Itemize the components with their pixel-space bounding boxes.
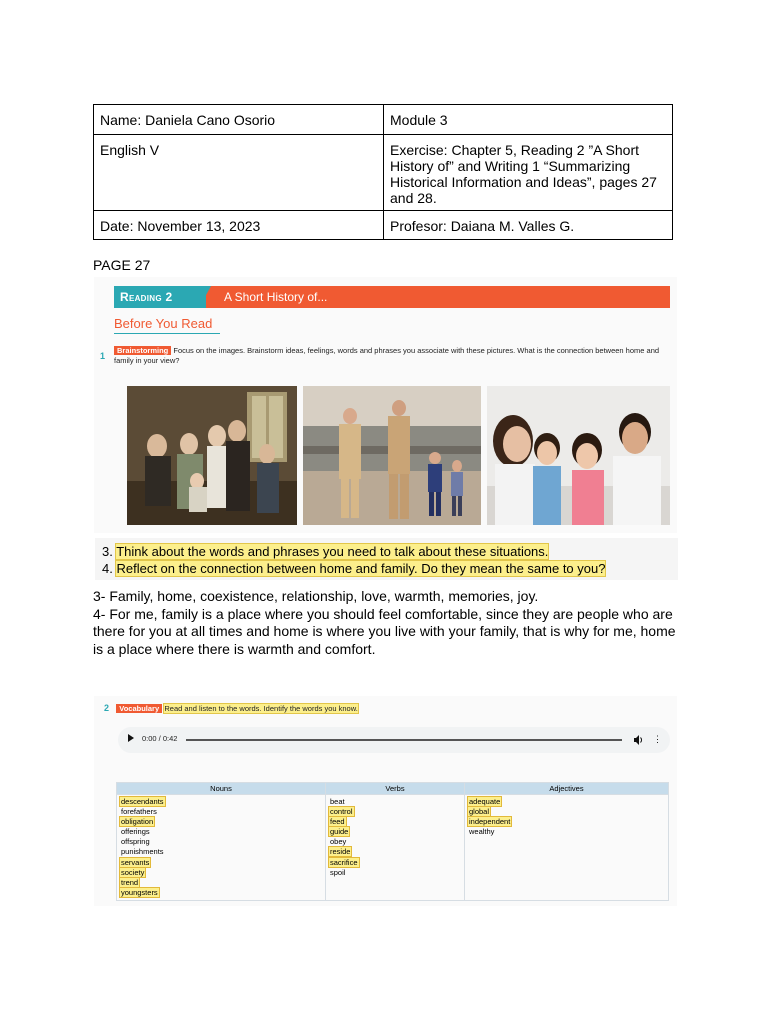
vocab-word <box>120 868 322 878</box>
student-name: Name: Daniela Cano Osorio <box>94 105 384 135</box>
adjectives-header: Adjectives <box>465 783 669 795</box>
info-table <box>93 104 673 240</box>
vocab-word <box>120 807 322 817</box>
vocab-word <box>329 837 461 847</box>
professor-label: Profesor: Daiana M. Valles G. <box>384 211 673 240</box>
heading-underline <box>114 333 220 334</box>
vocab-word-text: descendants <box>121 797 164 806</box>
question-3-text: Think about the words and phrases you need to talk about these situations. <box>116 544 549 559</box>
audio-player[interactable] <box>118 727 670 753</box>
answers <box>93 588 683 658</box>
victorian-family-painting <box>127 386 297 525</box>
reading-title: A Short History of... <box>224 290 328 304</box>
vocab-word <box>329 868 461 878</box>
question-4-text: Reflect on the connection between home and family. Do they mean the same to you? <box>116 561 606 576</box>
vocab-word-text: adequate <box>469 797 501 806</box>
page-label: PAGE 27 <box>93 257 151 273</box>
vocab-word <box>468 797 665 807</box>
vocab-word-text: feed <box>330 817 345 827</box>
audio-time: 0:00 / 0:42 <box>142 734 178 743</box>
vocab-word-text: spoil <box>330 867 346 877</box>
vocab-word <box>120 878 322 888</box>
verbs-column <box>326 795 465 901</box>
audio-progress-bar[interactable] <box>186 739 622 741</box>
vintage-family-photo <box>303 386 481 525</box>
vocab-word-text: offspring <box>121 837 150 847</box>
more-options-icon[interactable]: ⋮ <box>653 734 662 744</box>
module-label: Module 3 <box>384 105 673 135</box>
vocabulary-tag: Vocabulary <box>116 704 162 713</box>
item1-text: Focus on the images. Brainstorm ideas, feelings, words and phrases you associate with these pictures. What is the connection between home and family in your view? <box>114 346 660 365</box>
vocab-word-text: control <box>330 807 353 817</box>
vocab-word-text: sacrifice <box>330 857 358 867</box>
volume-icon[interactable] <box>634 733 644 745</box>
question-3-number: 3. <box>102 544 113 559</box>
vocab-word-text: reside <box>330 847 351 857</box>
vocab-word <box>120 847 322 857</box>
reading-tab: Reading 2 <box>114 286 206 308</box>
item2-line <box>104 703 358 713</box>
vocabulary-instruction: Read and listen to the words. Identify the words you know. <box>164 704 358 713</box>
vocab-word <box>468 817 665 827</box>
vocab-word-text: trend <box>121 877 139 887</box>
item1-instruction <box>114 346 670 366</box>
vocab-word <box>329 817 461 827</box>
exercise-description: Exercise: Chapter 5, Reading 2 ”A Short History of” and Writing 1 “Summarizing Historical Information and Ideas”, pages 27 and 28. <box>384 135 673 211</box>
vocab-word <box>329 858 461 868</box>
answer-3: 3- Family, home, coexistence, relationship, love, warmth, memories, joy. <box>93 588 539 604</box>
vocabulary-table <box>116 782 669 901</box>
vocab-word <box>468 807 665 817</box>
course-label: English V <box>94 135 384 211</box>
vocab-word <box>120 827 322 837</box>
vocab-word-text: obey <box>330 837 347 847</box>
vocab-word-text: independent <box>469 817 511 827</box>
vocab-word <box>329 807 461 817</box>
vocab-word-text: global <box>469 807 490 817</box>
vocab-word-text: forefathers <box>121 807 157 817</box>
vocab-word-text: beat <box>330 797 345 806</box>
vocab-word <box>329 847 461 857</box>
nouns-column <box>117 795 326 901</box>
item1-number: 1 <box>100 351 106 361</box>
verbs-header: Verbs <box>326 783 465 795</box>
item2-number: 2 <box>104 703 110 713</box>
vocab-word-text: punishments <box>121 847 164 857</box>
answer-4: 4- For me, family is a place where you should feel comfortable, since they are people who are there for you at all times and home is where you live with your family, that is why for me, home is a place where there is warmth and comfort. <box>93 605 676 657</box>
vocab-word <box>120 817 322 827</box>
date-label: Date: November 13, 2023 <box>94 211 384 240</box>
modern-family-photo <box>487 386 670 525</box>
vocab-word <box>329 827 461 837</box>
before-you-read-heading: Before You Read <box>114 316 213 331</box>
vocab-word-text: servants <box>121 857 150 867</box>
reading-tab-notch <box>199 286 211 308</box>
adjectives-column <box>465 795 669 901</box>
vocab-word-text: youngsters <box>121 887 158 897</box>
brainstorming-tag: Brainstorming <box>114 346 171 355</box>
vocab-word <box>329 797 461 807</box>
question-4-number: 4. <box>102 561 113 576</box>
vocab-word <box>120 888 322 898</box>
nouns-header: Nouns <box>117 783 326 795</box>
vocab-word <box>468 827 665 837</box>
question-4 <box>102 560 605 577</box>
vocab-word <box>120 797 322 807</box>
vocab-word-text: obligation <box>121 817 154 827</box>
vocab-word-text: society <box>121 867 145 877</box>
vocab-word-text: wealthy <box>469 827 495 837</box>
vocab-word-text: offerings <box>121 827 150 837</box>
vocab-word-text: guide <box>330 827 349 837</box>
vocab-word <box>120 837 322 847</box>
question-3 <box>102 543 548 560</box>
play-icon[interactable] <box>128 734 134 742</box>
vocab-word <box>120 858 322 868</box>
